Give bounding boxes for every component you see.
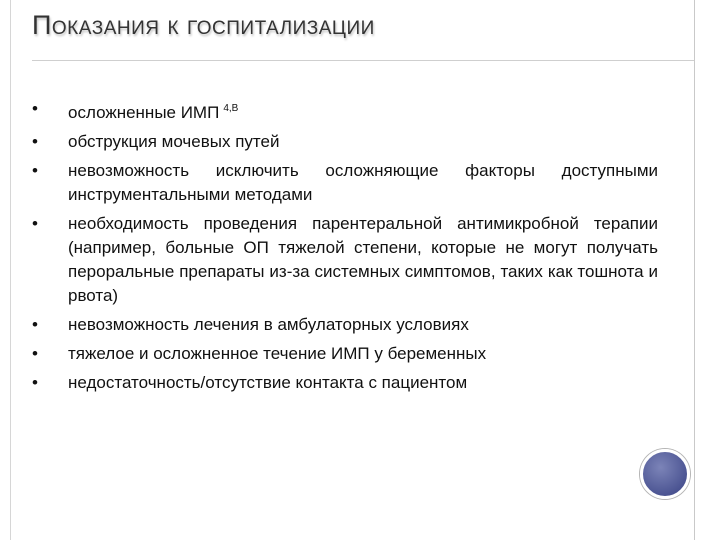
right-frame-line [694, 0, 695, 540]
list-item-text: невозможность исключить осложняющие факторы доступными инструментальными методами [68, 161, 658, 204]
list-item [32, 313, 658, 337]
title-divider [32, 60, 694, 61]
bullet-icon: • [32, 315, 38, 334]
list-item [32, 371, 658, 395]
list-item-text: осложненные ИМП [68, 103, 220, 122]
bullet-icon: • [32, 161, 38, 180]
bullet-icon: • [32, 132, 38, 151]
list-item-text: невозможность лечения в амбулаторных условиях [68, 315, 469, 334]
left-frame-line [10, 0, 11, 540]
list-item-text: необходимость проведения парентеральной антимикробной терапии (например, больные ОП тяжелой степени, которые не могут получать пероральные препараты из-за системных симптомов, таких как тошнота и рвота) [68, 214, 658, 305]
bullet-icon: • [32, 214, 38, 233]
list-item [32, 212, 658, 308]
list-item [32, 130, 658, 154]
list-item [32, 97, 658, 125]
slide-title [32, 10, 375, 41]
list-item [32, 342, 658, 366]
circle-ornament-icon [640, 449, 690, 499]
bullet-icon: • [32, 344, 38, 363]
list-item [32, 159, 658, 207]
list-item-text: обструкция мочевых путей [68, 132, 280, 151]
bullet-icon: • [32, 99, 38, 118]
slide-title-text: Показания к госпитализации [32, 10, 375, 40]
bullet-list [32, 97, 658, 400]
list-item-text: недостаточность/отсутствие контакта с пациентом [68, 373, 468, 392]
bullet-icon: • [32, 373, 38, 392]
reference-superscript: 4,B [223, 103, 239, 114]
list-item-text: тяжелое и осложненное течение ИМП у беременных [68, 344, 487, 363]
